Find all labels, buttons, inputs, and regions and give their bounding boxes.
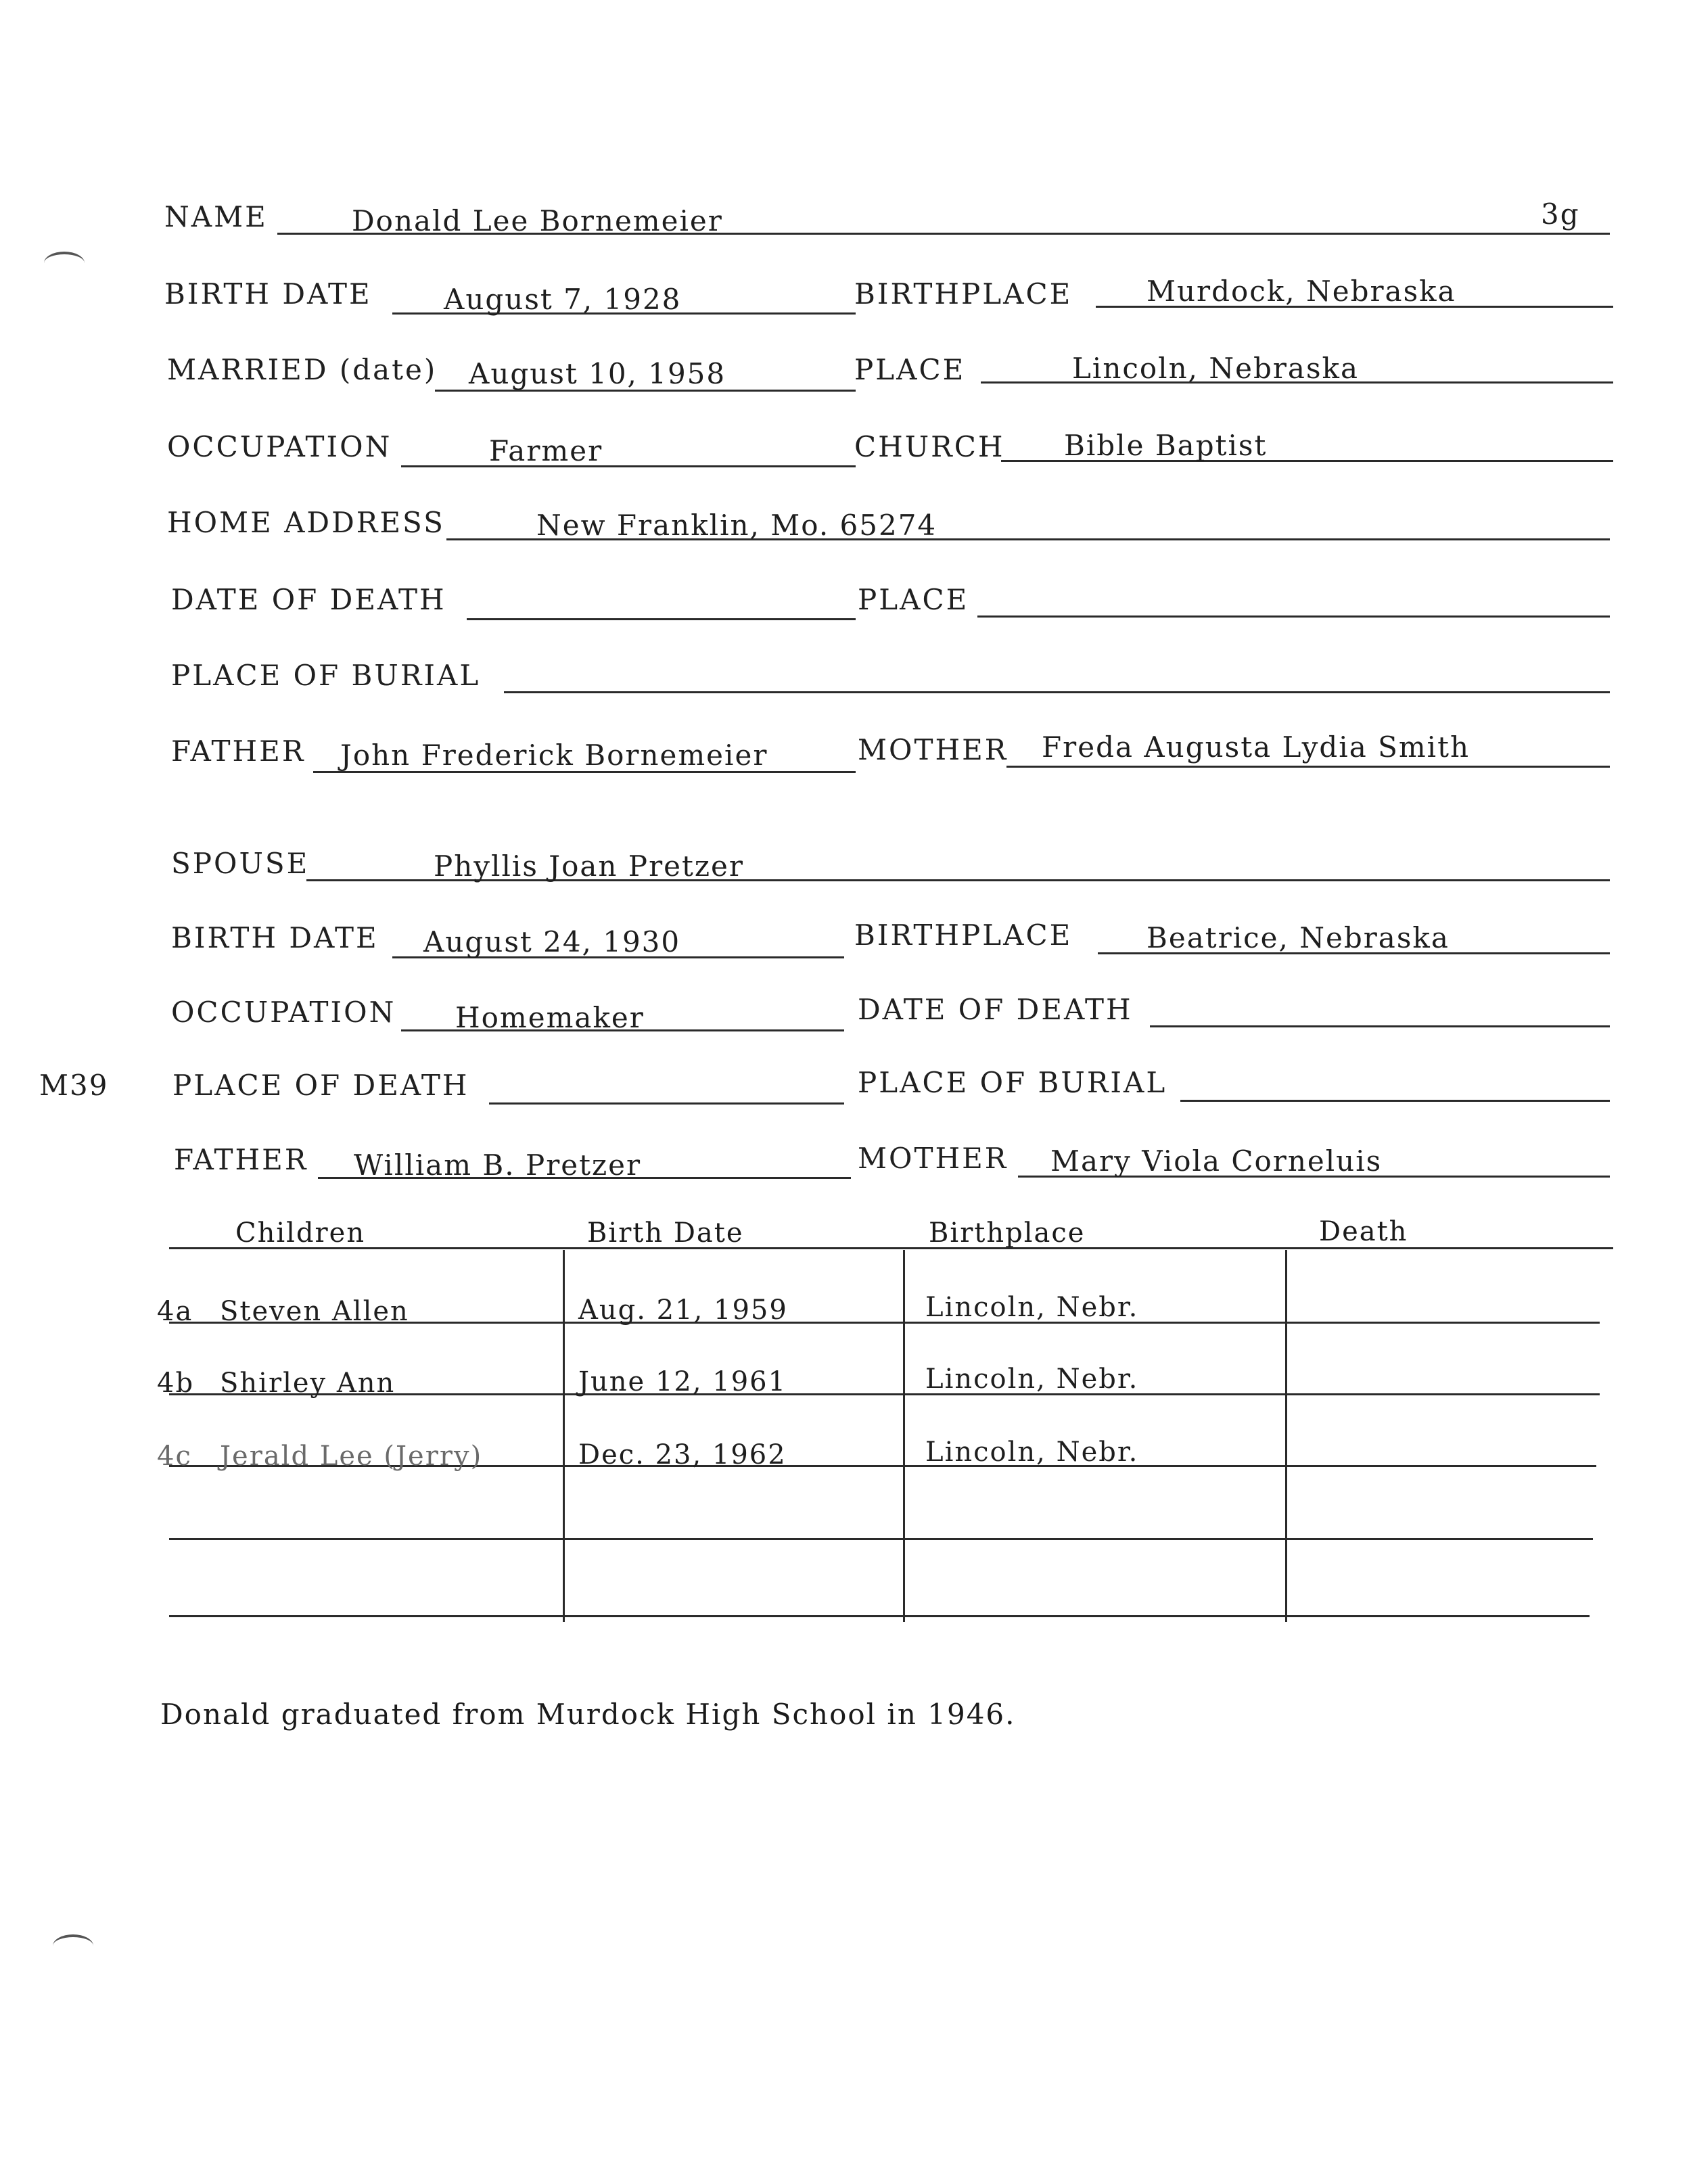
church-label: CHURCH <box>854 430 1005 463</box>
birth-date-label: BIRTH DATE <box>164 277 372 310</box>
spouse-birthplace-value: Beatrice, Nebraska <box>1146 921 1450 954</box>
birth-date-value: August 7, 1928 <box>444 283 682 316</box>
occupation-value: Farmer <box>489 434 603 467</box>
child-birth-date: Dec. 23, 1962 <box>578 1439 787 1470</box>
child-birthplace: Lincoln, Nebr. <box>925 1364 1139 1395</box>
spouse-birth-date-value: August 24, 1930 <box>423 925 681 958</box>
mother-line <box>1006 766 1610 768</box>
spouse-father-value: William B. Pretzer <box>354 1148 642 1182</box>
spouse-occupation-value: Homemaker <box>455 1001 645 1034</box>
margin-code: M39 <box>39 1069 109 1102</box>
death-place-label: PLACE <box>858 583 969 616</box>
burial-label: PLACE OF BURIAL <box>171 659 481 692</box>
mother-value: Freda Augusta Lydia Smith <box>1042 730 1470 764</box>
table-divider-2 <box>903 1250 905 1622</box>
spouse-birth-date-label: BIRTH DATE <box>171 921 379 954</box>
married-place-value: Lincoln, Nebraska <box>1072 352 1360 385</box>
child-code: 4b <box>157 1368 195 1399</box>
child-birth-date: June 12, 1961 <box>578 1366 787 1397</box>
spouse-label: SPOUSE <box>171 847 310 880</box>
table-header-line <box>169 1247 1613 1249</box>
father-value: John Frederick Bornemeier <box>340 739 768 772</box>
death-date-line <box>467 618 856 620</box>
death-date-label: DATE OF DEATH <box>171 583 446 616</box>
table-row-line-4 <box>169 1538 1593 1540</box>
spouse-burial-line <box>1180 1100 1610 1102</box>
child-birth-date: Aug. 21, 1959 <box>578 1295 788 1326</box>
graduation-note: Donald graduated from Murdock High School in 1946. <box>160 1698 1016 1731</box>
church-value: Bible Baptist <box>1064 429 1268 462</box>
spouse-mother-value: Mary Viola Corneluis <box>1050 1144 1383 1178</box>
mother-label: MOTHER <box>858 733 1009 766</box>
table-divider-1 <box>563 1250 565 1622</box>
child-code: 4a <box>157 1296 193 1327</box>
child-name: Jerald Lee (Jerry) <box>220 1441 483 1472</box>
death-header: Death <box>1319 1216 1408 1247</box>
spouse-mother-label: MOTHER <box>858 1142 1009 1175</box>
spouse-burial-label: PLACE OF BURIAL <box>858 1066 1167 1099</box>
occupation-line <box>401 465 856 467</box>
burial-line <box>504 691 1610 693</box>
address-label: HOME ADDRESS <box>167 506 445 539</box>
married-place-label: PLACE <box>854 353 966 386</box>
married-label: MARRIED (date) <box>167 353 438 386</box>
father-label: FATHER <box>171 735 306 768</box>
spouse-father-label: FATHER <box>174 1143 308 1176</box>
spouse-death-date-line <box>1150 1025 1610 1027</box>
spouse-death-date-label: DATE OF DEATH <box>858 993 1133 1026</box>
address-value: New Franklin, Mo. 65274 <box>536 509 937 542</box>
spouse-value: Phyllis Joan Pretzer <box>434 850 744 883</box>
children-header: Children <box>235 1217 366 1249</box>
page-number: 3g <box>1541 198 1580 231</box>
birthplace-label: BIRTHPLACE <box>854 277 1073 310</box>
birthplace-header: Birthplace <box>929 1217 1086 1249</box>
occupation-label: OCCUPATION <box>167 430 392 463</box>
spouse-death-place-line <box>489 1102 844 1105</box>
name-value: Donald Lee Bornemeier <box>352 204 723 237</box>
binder-hole-mark-bottom <box>53 1934 93 1957</box>
child-birthplace: Lincoln, Nebr. <box>925 1292 1139 1323</box>
spouse-birthplace-label: BIRTHPLACE <box>854 919 1073 952</box>
spouse-occupation-label: OCCUPATION <box>171 996 396 1029</box>
spouse-death-place-label: PLACE OF DEATH <box>172 1069 469 1102</box>
table-row-line-5 <box>169 1615 1590 1617</box>
name-label: NAME <box>164 200 268 233</box>
birthplace-value: Murdock, Nebraska <box>1146 275 1456 308</box>
binder-hole-mark-top <box>44 252 85 275</box>
table-divider-3 <box>1285 1250 1287 1622</box>
child-birthplace: Lincoln, Nebr. <box>925 1437 1139 1468</box>
birth-date-header: Birth Date <box>587 1217 744 1249</box>
child-code: 4c <box>157 1441 192 1472</box>
married-date-value: August 10, 1958 <box>469 357 726 390</box>
death-place-line <box>977 615 1610 618</box>
child-name: Steven Allen <box>220 1296 409 1327</box>
child-name: Shirley Ann <box>220 1368 396 1399</box>
